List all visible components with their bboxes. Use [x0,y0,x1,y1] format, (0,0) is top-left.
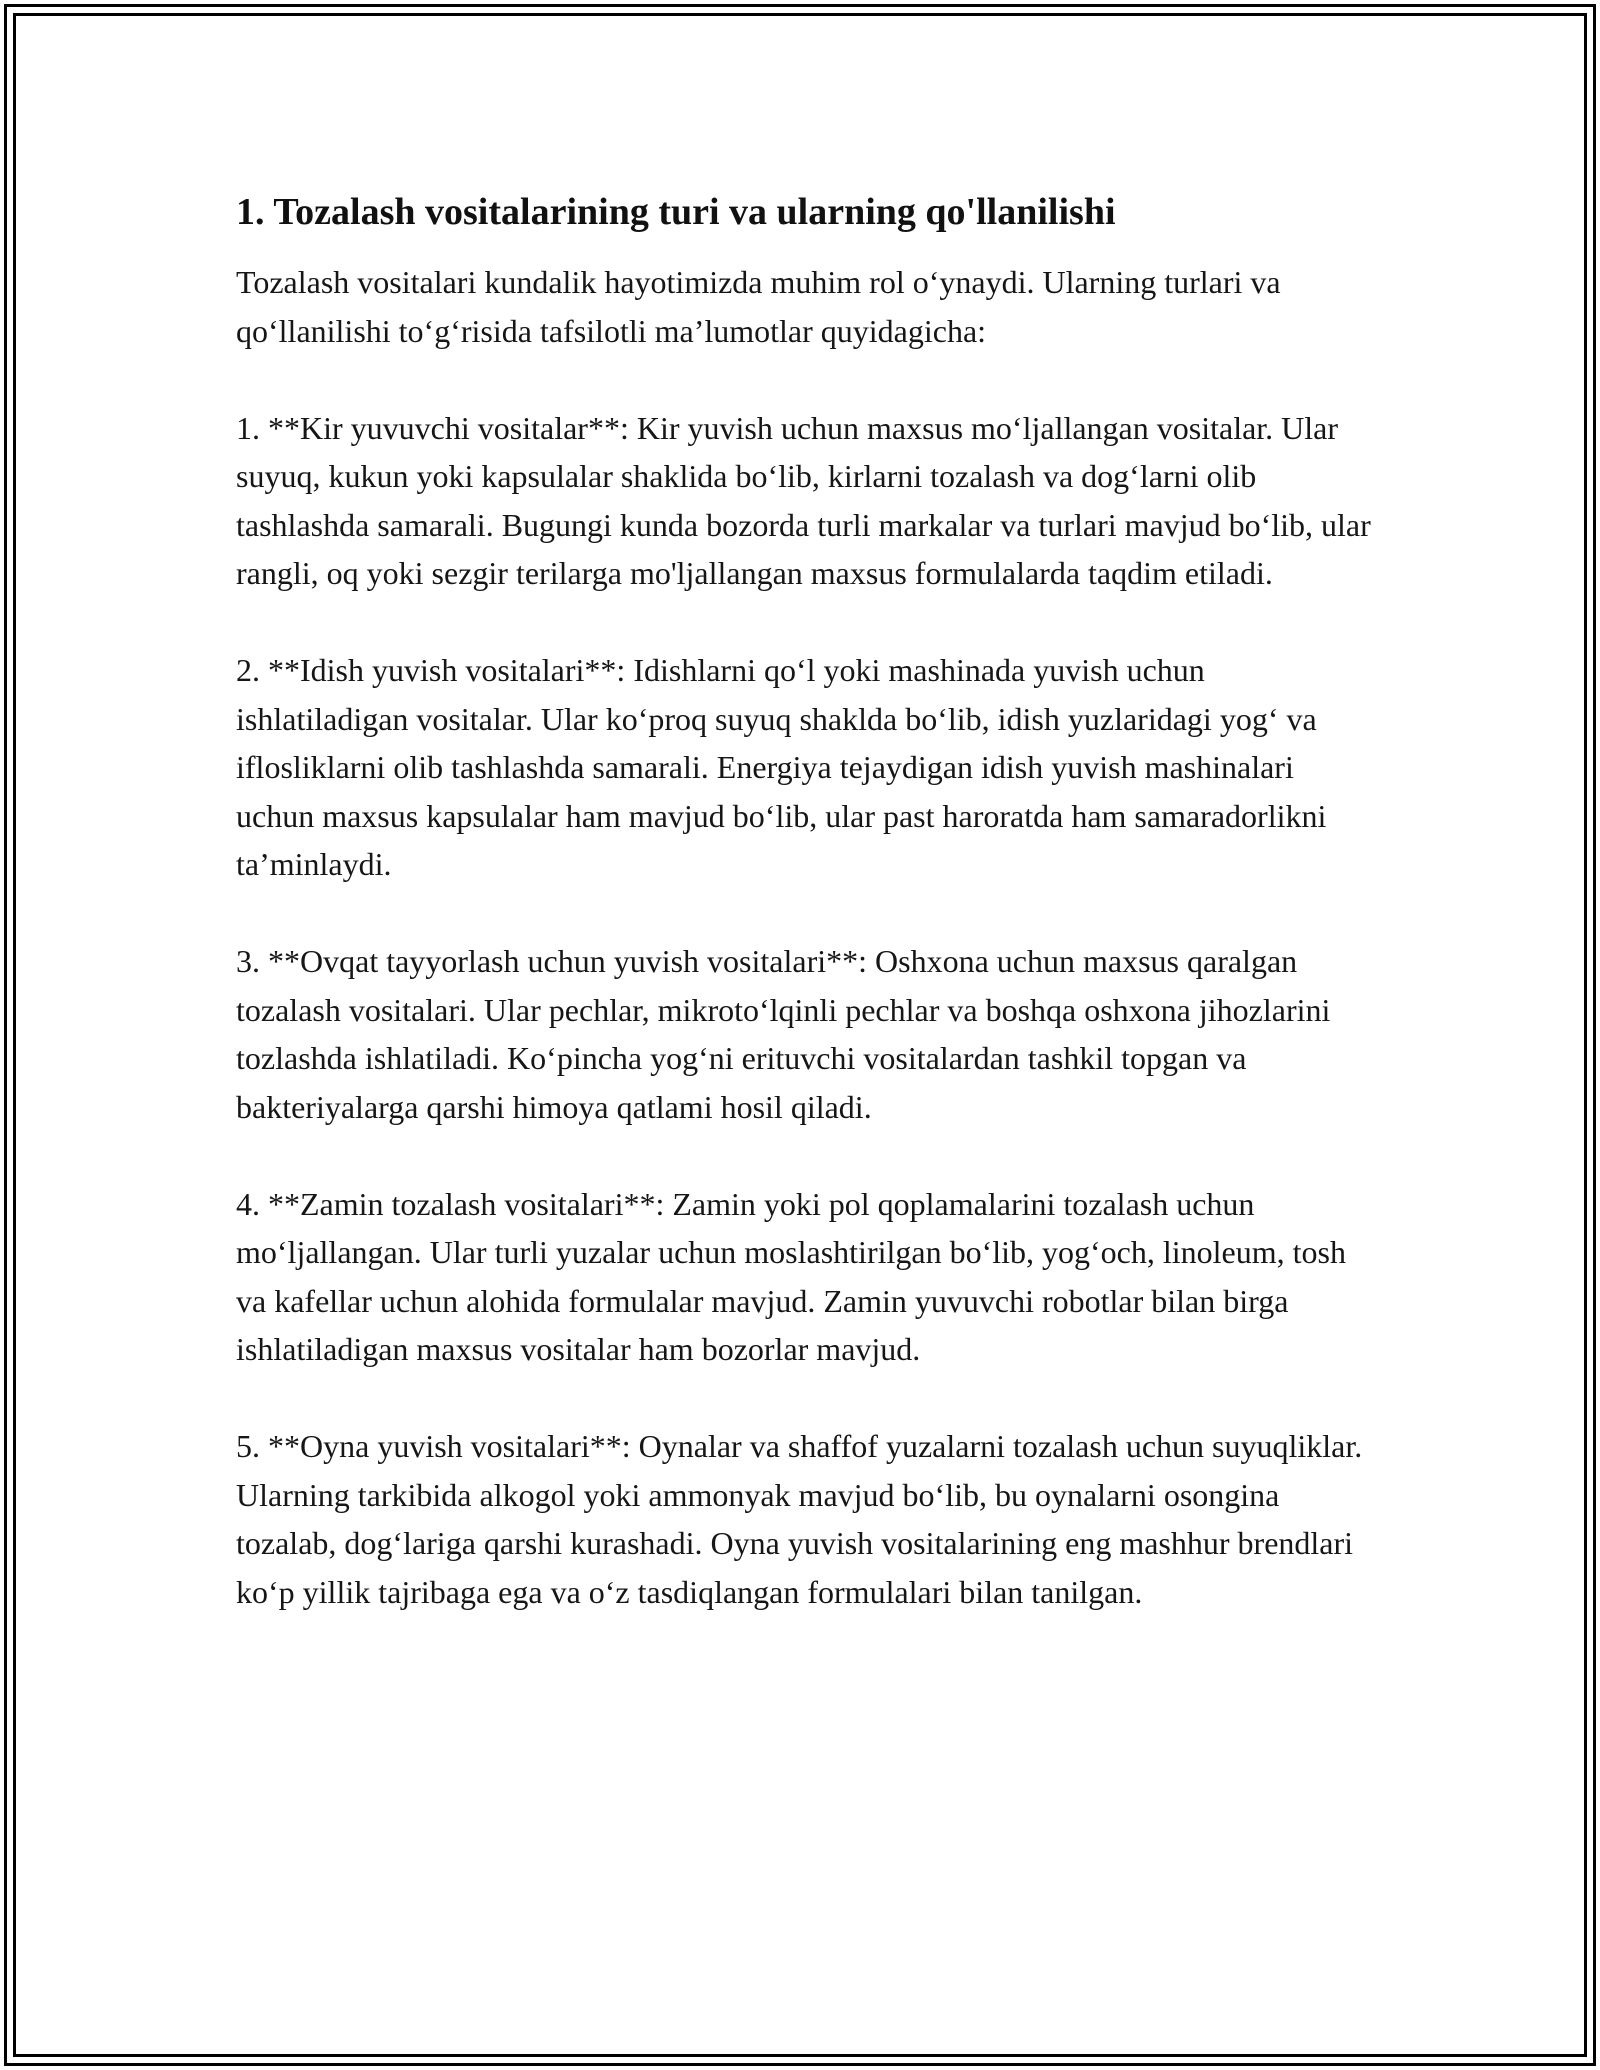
list-item-glass-cleaners: 5. **Oyna yuvish vositalari**: Oynalar va shaffof yuzalarni tozalash uchun suyuqliklar. Ularning tarkibida alkogol yoki ammonyak mavjud boʻlib, bu oynalarni osongina tozalab, dogʻlariga qarshi kurashadi. Oyna yuvish vositalarining eng mashhur brendlari koʻp yillik tajribaga ega va oʻz tasdiqlangan formulalari bilan tanilgan. [236,1428,1363,1610]
list-item-kitchen-cleaners: 3. **Ovqat tayyorlash uchun yuvish vositalari**: Oshxona uchun maxsus qaralgan tozalash vositalari. Ular pechlar, mikrotoʻlqinli pechlar va boshqa oshxona jihozlarini tozlashda ishlatiladi. Koʻpincha yogʻni erituvchi vositalardan tashkil topgan va bakteriyalarga qarshi himoya qatlami hosil qiladi. [236,943,1331,1125]
intro-paragraph: Tozalash vositalari kundalik hayotimizda muhim rol oʻynaydi. Ularning turlari va qoʻllanilishi toʻgʻrisida tafsilotli maʼlumotlar quyidagicha: [236,264,1281,349]
document-body [236,188,1376,1616]
list-item-dishwashing-agents: 2. **Idish yuvish vositalari**: Idishlarni qoʻl yoki mashinada yuvish uchun ishlatiladigan vositalar. Ular koʻproq suyuq shaklda boʻlib, idish yuzlaridagi yogʻ va iflosliklarni olib tashlashda samarali. Energiya tejaydigan idish yuvish mashinalari uchun maxsus kapsulalar ham mavjud boʻlib, ular past haroratda ham samaradorlikni taʼminlaydi. [236,652,1327,882]
list-item-floor-cleaners: 4. **Zamin tozalash vositalari**: Zamin yoki pol qoplamalarini tozalash uchun moʻljallangan. Ular turli yuzalar uchun moslashtirilgan boʻlib, yogʻoch, linoleum, tosh va kafellar uchun alohida formulalar mavjud. Zamin yuvuvchi robotlar bilan birga ishlatiladigan maxsus vositalar ham bozorlar mavjud. [236,1185,1346,1367]
document-title: 1. Tozalash vositalarining turi va ularning qo'llanilishi [236,191,1116,233]
list-item-laundry-detergents: 1. **Kir yuvuvchi vositalar**: Kir yuvish uchun maxsus moʻljallangan vositalar. Ular suyuq, kukun yoki kapsulalar shaklida boʻlib, kirlarni tozalash va dogʻlarni olib tashlashda samarali. Bugungi kunda bozorda turli markalar va turlari mavjud boʻlib, ular rangli, oq yoki sezgir terilarga mo'ljallangan maxsus formulalarda taqdim etiladi. [236,409,1371,591]
